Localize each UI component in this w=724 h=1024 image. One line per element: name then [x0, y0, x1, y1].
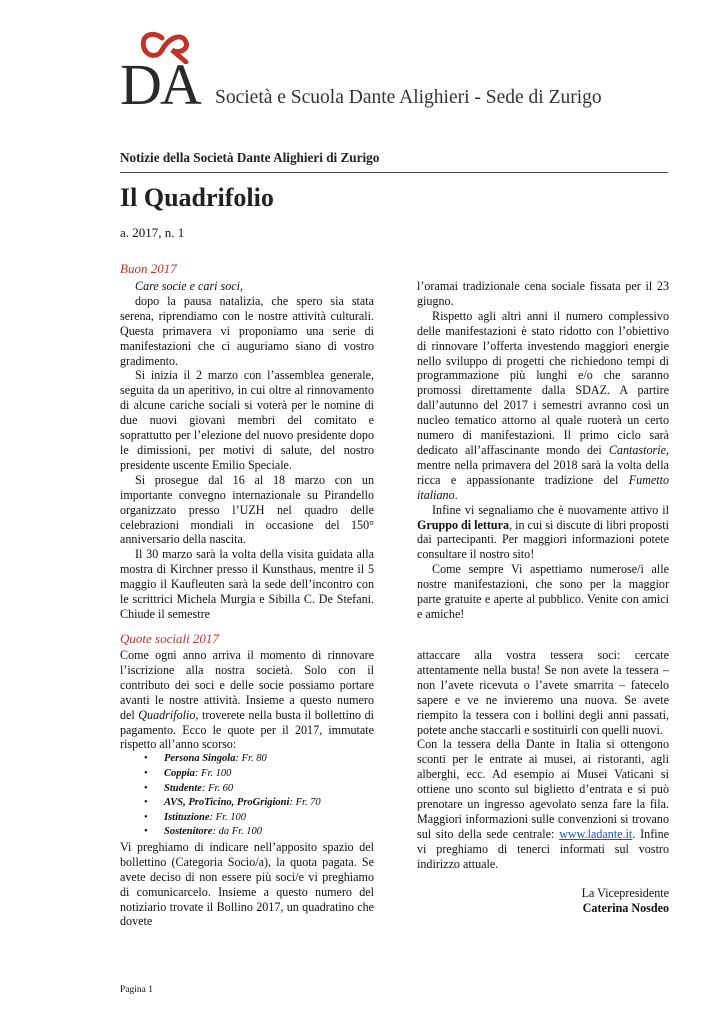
newsletter-subtitle: Notizie della Società Dante Alighieri di Zurigo — [120, 150, 380, 165]
paragraph: Si inizia il 2 marzo con l’assemblea generale, seguita da un aperitivo, in cui oltre al rinnovamento di alcune cariche sociali si voterà per le nomine di due nuovi giovani membri del comitato e soprattutto per l’elezione del nuovo presidente dopo le dimissioni, per motivi di salute, del nostro presidente uscente Emilio Speciale. — [120, 368, 374, 472]
paragraph: Rispetto agli altri anni il numero complessivo delle manifestazioni è stato ridotto con l’obiettivo di rinnovare l’offerta investendo maggiori energie nello sviluppo di progetti che richiedono tempi di programmazione più lunghi e/o che saranno promossi direttamente dalla SDAZ. A partire dall’autunno del 2017 i semestri avranno così un nucleo tematico attorno al quale ruoterà un certo numero di manifestazioni. Il primo ciclo sarà dedicato all’affascinante mondo dei Cantastorie, mentre nella primavera del 2018 sarà la volta della ricca e appassionante tradizione del Fumetto italiano. — [417, 308, 669, 502]
fee-item: • Sostenitore: da Fr. 100 — [120, 825, 374, 840]
paragraph: attaccare alla vostra tessera soci: cercate attentamente nella busta! Se non avete la tessera – non l’avete ricevuta o l’avete smarrita – fatecelo sapere e ve ne invieremo una nuova. Se avete riempito la tessera con i bollini degli anni passati, potete anche staccarli e sostituirli con quelli nuovi. — [417, 648, 669, 737]
paragraph: dopo la pausa natalizia, che spero sia stata serena, riprendiamo con le nostre attività culturali. Questa primavera vi proponiamo una serie di manifestazioni che ci auguriamo siano di vostro gradimento. — [120, 293, 374, 368]
paragraph: Il 30 marzo sarà la volta della visita guidata alla mostra di Kirchner presso il Kunsthaus, mentre il 5 maggio il Kaufleuten sarà la sede dell’incontro con le scrittrici Michela Murgia e Sibilla C. De Stefani. Chiude il semestre — [120, 547, 374, 621]
paragraph: l’oramai tradizionale cena sociale fissata per il 23 giugno. — [417, 279, 669, 308]
fee-item: • Studente: Fr. 60 — [120, 782, 374, 797]
section-heading-quote-sociali: Quote sociali 2017 — [120, 631, 219, 646]
header-divider — [120, 172, 668, 173]
section1-right-column — [417, 279, 669, 622]
signature-role: La Vicepresidente — [581, 885, 669, 900]
section-heading-buon-2017: Buon 2017 — [120, 261, 177, 276]
paragraph: Come ogni anno arriva il momento di rinnovare l’iscrizione alla nostra società. Solo con il contributo dei soci e delle socie possiamo portare avanti le nostre attività. Insieme a questo numero del Quadrifolio, troverete nella busta il bollettino di pagamento. Ecco le quote per il 2017, immutate rispetto all’anno scorso: — [120, 648, 374, 752]
logo — [120, 30, 210, 120]
issue-number: a. 2017, n. 1 — [120, 225, 185, 240]
section2-left-column — [120, 648, 374, 929]
paragraph: Infine vi segnaliamo che è nuovamente attivo il Gruppo di lettura, in cui si discute di libri proposti dai partecipanti. Per maggiori informazioni potete consultare il nostro sito! — [417, 502, 669, 562]
paragraph: Vi preghiamo di indicare nell’apposito spazio del bollettino (Categoria Socio/a), la quota pagata. Se avete deciso di non essere più soci/e vi preghiamo di comunicarcelo. Insieme a questo numero del notiziario trovate il Bollino 2017, un quadratino che dovete — [120, 839, 374, 929]
page-number: Pagina 1 — [120, 985, 153, 995]
organization-name: Società e Scuola Dante Alighieri - Sede di Zurigo — [215, 87, 602, 108]
signature-name: Caterina Nosdeo — [582, 900, 669, 915]
logo-letters: DA — [120, 52, 200, 117]
fee-item: • Coppia: Fr. 100 — [120, 767, 374, 782]
fee-list — [120, 752, 374, 840]
paragraph: Come sempre Vi aspettiamo numerose/i alle nostre manifestazioni, che sono per la maggior parte gratuite e aperte al pubblico. Venite con amici e amiche! — [417, 562, 669, 621]
fee-item: • AVS, ProTicino, ProGrigioni: Fr. 70 — [120, 796, 374, 811]
ladante-link[interactable]: www.ladante.it — [559, 826, 633, 841]
fee-item: • Persona Singola: Fr. 80 — [120, 752, 374, 767]
section1-left-column — [120, 279, 374, 622]
paragraph: Si prosegue dal 16 al 18 marzo con un importante convegno internazionale su Pirandello organizzato presso l’UZH nel quadro delle celebrazioni mondiali in occasione del 150° anniversario della nascita. — [120, 472, 374, 547]
page-title: Il Quadrifolio — [120, 183, 274, 212]
greeting: Care socie e cari soci, — [135, 279, 244, 293]
section2-right-column — [417, 648, 669, 915]
fee-item: • Istituzione: Fr. 100 — [120, 811, 374, 826]
paragraph: Con la tessera della Dante in Italia si ottengono sconti per le entrate ai musei, ai ristoranti, agli alberghi, ecc. Ad esempio ai Musei Vaticani si ottiene uno sconto sul biglietto d’entrata e si può prenotare un ingresso agevolato senza fare la fila. Maggiori informazioni sulle convenzioni si trovano sul sito della sede centrale: www.ladante.it. Infine vi preghiamo di tenerci informati sul vostro indirizzo attuale. — [417, 737, 669, 871]
